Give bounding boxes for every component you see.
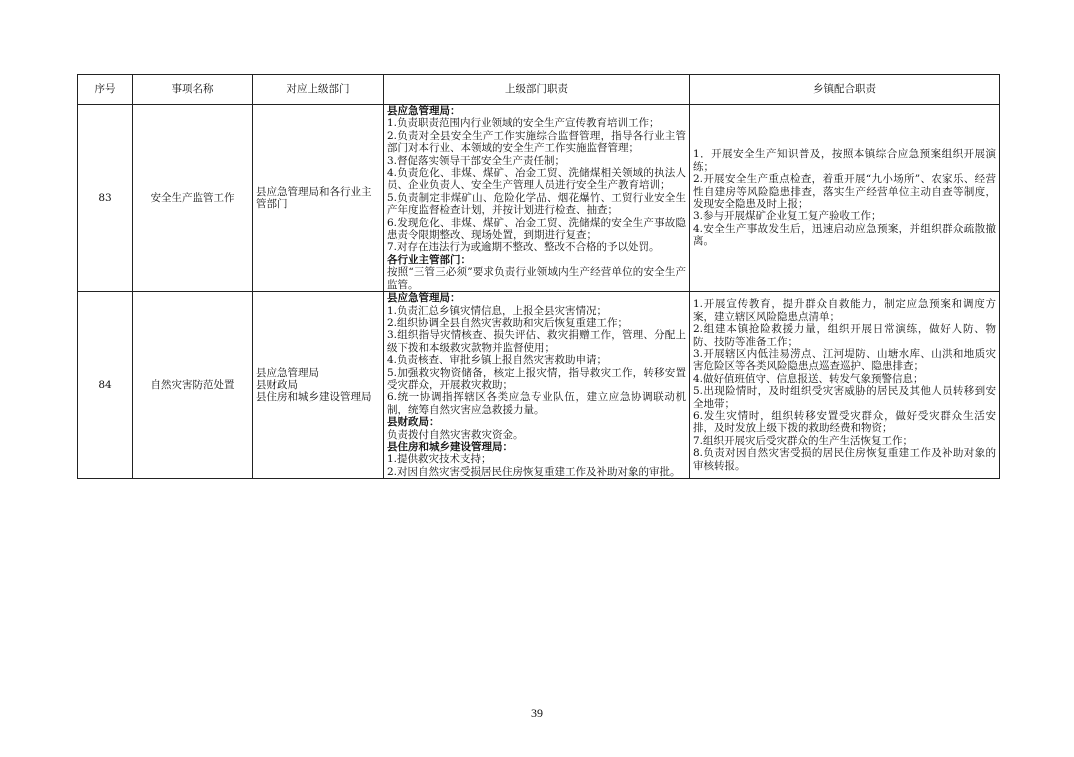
- duty-line: 4.负责核查、审批乡镇上报自然灾害救助申请；: [387, 354, 608, 367]
- dept-duty: [384, 292, 690, 479]
- item-name: 安全生产监管工作: [133, 105, 253, 292]
- header-dept-duty: 上级部门职责: [384, 75, 690, 105]
- town-duty: [690, 105, 1000, 292]
- town-duty-line: 4.做好值班值守、信息报送、转发气象预警信息；: [693, 372, 924, 385]
- page-number: 39: [531, 706, 543, 720]
- duty-line: 1.负责汇总乡镇灾情信息，上报全县灾害情况；: [387, 304, 608, 317]
- town-duty-line: 1.开展宣传教育，提升群众自救能力，制定应急预案和调度方案，建立辖区风险隐患点清单；: [693, 298, 996, 323]
- duty-line: 1.提供救灾技术支持；: [387, 453, 492, 466]
- duty-line: 2.组织协调全县自然灾害救助和灾后恢复重建工作；: [387, 316, 629, 329]
- duty-line: 7.对存在违法行为或逾期不整改、整改不合格的予以处罚。: [387, 241, 660, 254]
- item-name: 自然灾害防范处置: [133, 292, 253, 479]
- duty-line: 5.加强救灾物资储备，核定上报灾情，指导救灾工作，转移安置受灾群众，开展救灾救助；: [387, 366, 686, 391]
- town-duty-line: 5.出现险情时，及时组织受灾害威胁的居民及其他人员转移到安全地带；: [693, 385, 996, 410]
- dept-line: 县应急管理局: [256, 366, 319, 379]
- duty-heading: 县应急管理局：: [387, 292, 461, 305]
- town-duty: [690, 292, 1000, 479]
- duty-line: 4.负责危化、非煤、煤矿、冶金工贸、洗储煤相关领域的执法人员、企业负责人、安全生产管理人员进行安全生产教育培训；: [387, 167, 686, 192]
- duty-heading: 县财政局：: [387, 416, 440, 429]
- duty-line: 2.负责对全县安全生产工作实施综合监督管理，指导各行业主管部门对本行业、本领域的安全生产工作实施监督管理；: [387, 129, 686, 155]
- table-row: [78, 105, 1000, 292]
- table-header-row: [78, 75, 1000, 105]
- duty-line: 6.统一协调指挥辖区各类应急专业队伍，建立应急协调联动机制，统筹自然灾害应急救援力量。: [387, 391, 686, 416]
- duty-line: 6.发现危化、非煤、煤矿、冶金工贸、洗储煤的安全生产事故隐患责令限期整改、现场处置，到期进行复查；: [387, 216, 686, 242]
- town-duty-line: 6.发生灾情时，组织转移安置受灾群众，做好受灾群众生活安排，及时发放上级下拨的救助经费和物资；: [693, 409, 996, 435]
- town-duty-line: 3.开展辖区内低洼易涝点、江河堤防、山塘水库、山洪和地质灾害危险区等各类风险隐患点巡查巡护、隐患排查；: [693, 347, 996, 373]
- duty-line: 5.负责制定非煤矿山、危险化学品、烟花爆竹、工贸行业安全生产年度监督检查计划，并按计划进行检查、抽查；: [387, 191, 686, 217]
- town-duty-line: 1．开展安全生产知识普及，按照本镇综合应急预案组织开展演练；: [693, 148, 996, 173]
- duty-heading: 县住房和城乡建设管理局：: [387, 440, 513, 453]
- duty-line: 2.对因自然灾害受损居民住房恢复重建工作及补助对象的审批。: [387, 465, 681, 478]
- town-duty-line: 2.开展安全生产重点检查，着重开展“九小场所”、农家乐、经营性自建房等风险隐患排查，落实生产经营单位主动自查等制度，发现安全隐患及时上报；: [693, 173, 996, 211]
- table-row: [78, 292, 1000, 479]
- duty-line: 负责拨付自然灾害救灾资金。: [387, 428, 524, 441]
- duty-table: [77, 74, 1000, 479]
- header-item-name: 事项名称: [133, 75, 253, 105]
- duty-line: 按照“三管三必须”要求负责行业领域内生产经营单位的安全生产监管。: [387, 266, 686, 291]
- header-no: 序号: [78, 75, 133, 105]
- dept-name: [253, 105, 384, 292]
- duty-heading: 县应急管理局：: [387, 105, 461, 117]
- header-town-duty: 乡镇配合职责: [690, 75, 1000, 105]
- dept-line: 县住房和城乡建设管理局: [256, 391, 372, 404]
- duty-line: 3.督促落实领导干部安全生产责任制；: [387, 154, 566, 167]
- town-duty-line: 2.组建本镇抢险救援力量，组织开展日常演练，做好人防、物防、技防等准备工作；: [693, 323, 996, 348]
- town-duty-line: 4.安全生产事故发生后，迅速启动应急预案，并组织群众疏散撤离。: [693, 222, 996, 248]
- row-number: 83: [78, 105, 133, 292]
- duty-line: 3.组织指导灾情核查、损失评估、救灾捐赠工作，管理、分配上级下拨和本级救灾款物并监督使用；: [387, 329, 686, 354]
- header-dept: 对应上级部门: [253, 75, 384, 105]
- town-duty-line: 7.组织开展灾后受灾群众的生产生活恢复工作；: [693, 434, 914, 447]
- dept-name: [253, 292, 384, 479]
- town-duty-line: 8.负责对因自然灾害受损的居民住房恢复重建工作及补助对象的审核转报。: [693, 447, 996, 472]
- dept-line: 县应急管理局和各行业主管部门: [256, 185, 372, 211]
- row-number: 84: [78, 292, 133, 479]
- duty-line: 1.负责职责范围内行业领域的安全生产宣传教育培训工作；: [387, 117, 660, 130]
- town-duty-line: 3.参与开展煤矿企业复工复产验收工作；: [693, 210, 882, 223]
- dept-duty: [384, 105, 690, 292]
- dept-line: 县财政局: [256, 378, 298, 391]
- duty-heading: 各行业主管部门：: [387, 253, 471, 266]
